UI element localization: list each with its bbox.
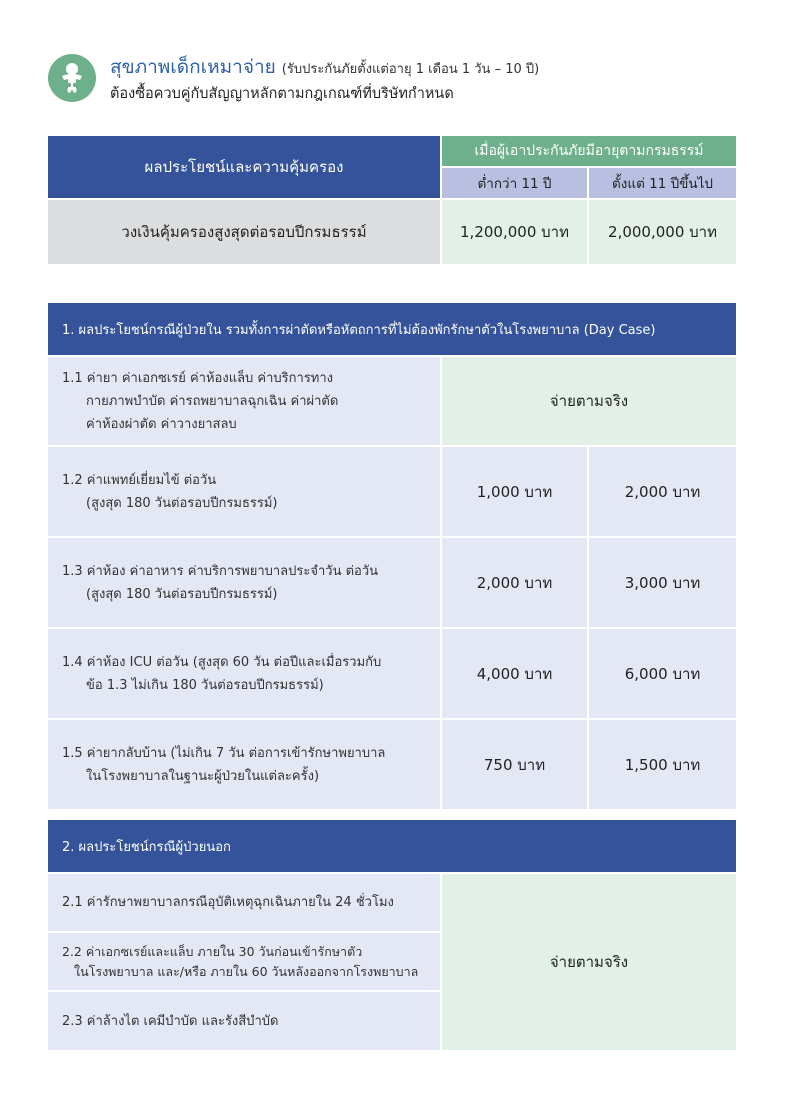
- row-text: ค่าห้องผ่าตัด ค่าวางยาสลบ: [86, 416, 237, 432]
- row-text: 2.3 ค่าล้างไต เคมีบำบัด และรังสีบำบัด: [62, 1013, 279, 1029]
- table-row: [48, 628, 441, 719]
- table-row: [48, 537, 441, 628]
- row-text: 1.2 ค่าแพทย์เยี่ยมไข้ ต่อวัน: [62, 472, 217, 488]
- title-note: (รับประกันภัยตั้งแต่อายุ 1 เดือน 1 วัน – 10 ปี): [281, 62, 540, 77]
- baby-icon: [48, 54, 96, 102]
- row-text: ในโรงพยาบาล และ/หรือ ภายใน 60 วันหลังออกจากโรงพยาบาล: [74, 963, 419, 979]
- row-text: ข้อ 1.3 ไม่เกิน 180 วันต่อรอบปีกรมธรรม์): [86, 677, 324, 693]
- value-11-plus: 2,000 บาท: [588, 446, 736, 537]
- inpatient-section-title: 1. ผลประโยชน์กรณีผู้ป่วยใน รวมทั้งการผ่าตัดหรือหัตถการที่ไม่ต้องพักรักษาตัวในโรงพยาบาล (Day Case): [48, 303, 736, 356]
- row-text: 1.3 ค่าห้อง ค่าอาหาร ค่าบริการพยาบาลประจำวัน ต่อวัน: [62, 563, 379, 579]
- value-under-11: 1,000 บาท: [441, 446, 588, 537]
- row-text: 1.4 ค่าห้อง ICU ต่อวัน (สูงสุด 60 วัน ต่อปีและเมื่อรวมกับ: [62, 654, 382, 670]
- coverage-limit-under-11: 1,200,000 บาท: [441, 199, 588, 264]
- page-header: [48, 52, 748, 112]
- page-title: [110, 52, 539, 82]
- value-11-plus: 3,000 บาท: [588, 537, 736, 628]
- value-11-plus: 6,000 บาท: [588, 628, 736, 719]
- inpatient-table: [48, 303, 736, 809]
- outpatient-section-title: 2. ผลประโยชน์กรณีผู้ป่วยนอก: [48, 820, 736, 873]
- value-under-11: 2,000 บาท: [441, 537, 588, 628]
- coverage-limit-11-plus: 2,000,000 บาท: [588, 199, 736, 264]
- title-main: สุขภาพเด็กเหมาจ่าย: [110, 56, 276, 78]
- age-header: เมื่อผู้เอาประกันภัยมีอายุตามกรมธรรม์: [441, 136, 736, 167]
- age-group-11-plus: ตั้งแต่ 11 ปีขึ้นไป: [588, 167, 736, 199]
- row-text: ในโรงพยาบาลในฐานะผู้ป่วยในแต่ละครั้ง): [86, 768, 320, 784]
- table-row: [48, 356, 441, 446]
- page-subtitle: ต้องซื้อควบคู่กับสัญญาหลักตามกฎเกณฑ์ที่บริษัทกำหนด: [110, 86, 454, 102]
- actual-payment-value: จ่ายตามจริง: [441, 356, 736, 446]
- row-text: 2.1 ค่ารักษาพยาบาลกรณีอุบัติเหตุฉุกเฉินภายใน 24 ชั่วโมง: [62, 895, 394, 910]
- table-row: [48, 873, 441, 932]
- value-11-plus: 1,500 บาท: [588, 719, 736, 809]
- row-text: 1.5 ค่ายากลับบ้าน (ไม่เกิน 7 วัน ต่อการเข้ารักษาพยาบาล: [62, 745, 386, 761]
- value-under-11: 4,000 บาท: [441, 628, 588, 719]
- table-row: [48, 446, 441, 537]
- table-row: [48, 991, 441, 1050]
- row-text: (สูงสุด 180 วันต่อรอบปีกรมธรรม์): [86, 586, 278, 602]
- table-row: [48, 719, 441, 809]
- value-under-11: 750 บาท: [441, 719, 588, 809]
- outpatient-table: [48, 820, 736, 1050]
- row-text: 1.1 ค่ายา ค่าเอกซเรย์ ค่าห้องแล็บ ค่าบริการทาง: [62, 370, 334, 386]
- benefit-header: ผลประโยชน์และความคุ้มครอง: [48, 136, 441, 199]
- row-text: 2.2 ค่าเอกซเรย์และแล็บ ภายใน 30 วันก่อนเข้ารักษาตัว: [62, 943, 363, 959]
- row-text: (สูงสุด 180 วันต่อรอบปีกรมธรรม์): [86, 495, 278, 511]
- summary-table: [48, 136, 736, 264]
- age-group-under-11: ต่ำกว่า 11 ปี: [441, 167, 588, 199]
- row-text: กายภาพบำบัด ค่ารถพยาบาลฉุกเฉิน ค่าผ่าตัด: [86, 393, 339, 409]
- table-row: [48, 932, 441, 991]
- actual-payment-value: จ่ายตามจริง: [441, 873, 736, 1050]
- coverage-limit-label: วงเงินคุ้มครองสูงสุดต่อรอบปีกรมธรรม์: [48, 199, 441, 264]
